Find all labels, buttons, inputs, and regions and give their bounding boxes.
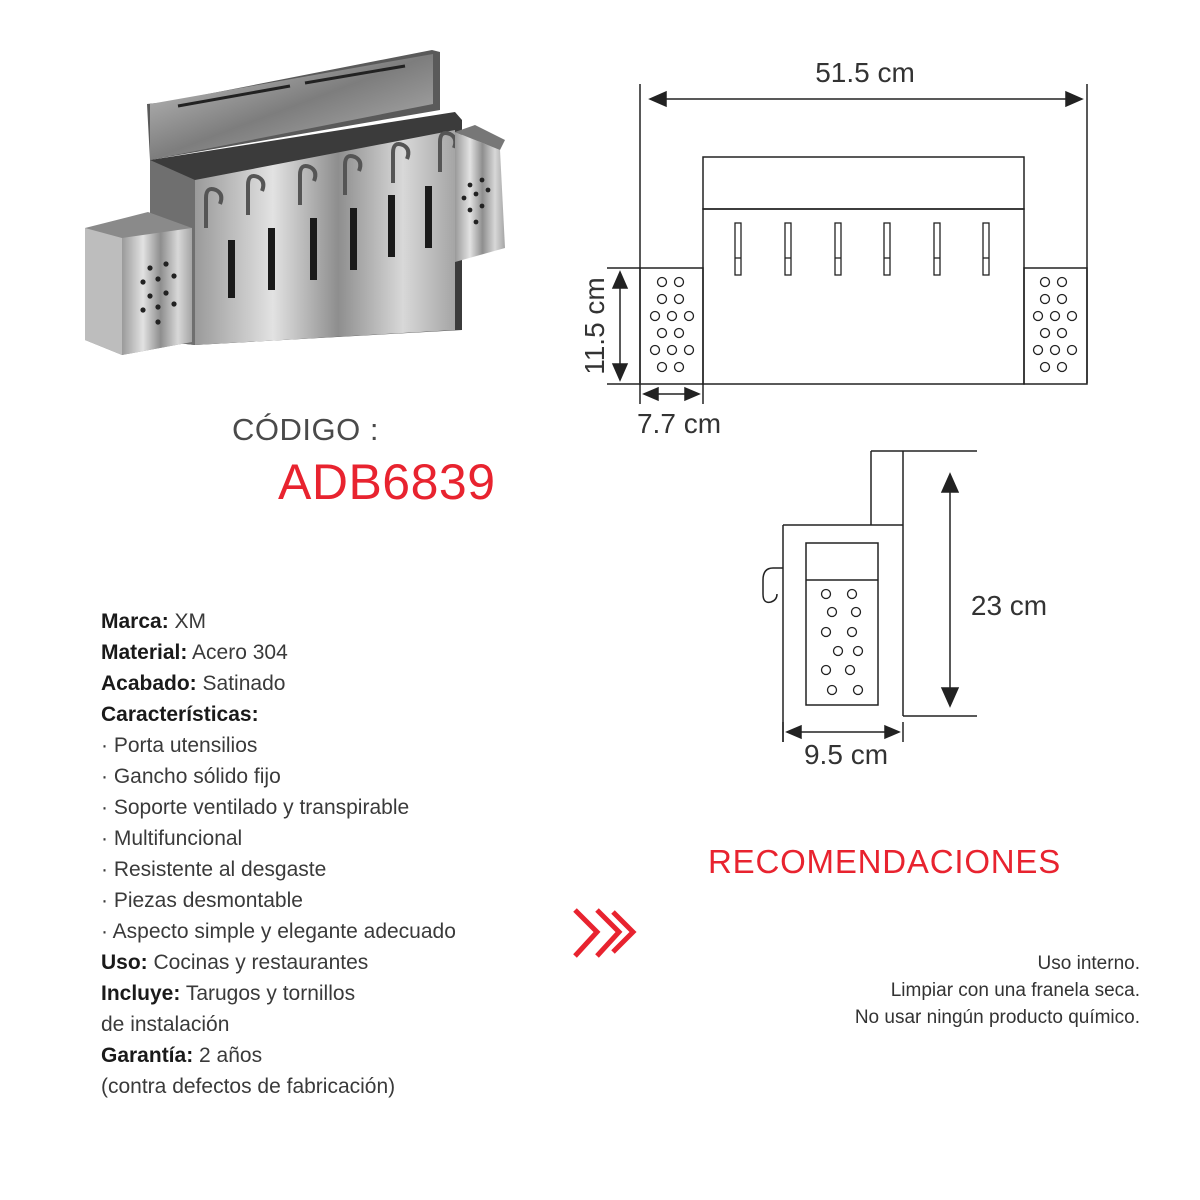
- spec-includes: [101, 978, 561, 1009]
- side-height-dimension-label: 11.5 cm: [579, 277, 610, 375]
- feature-item: · Porta utensilios: [101, 734, 258, 757]
- front-view-diagram: [607, 84, 1087, 404]
- feature-item: · Aspecto simple y elegante adecuado: [101, 920, 456, 943]
- recommendation-item: No usar ningún producto químico.: [854, 1007, 1140, 1028]
- spec-value: Tarugos y tornillos: [185, 982, 356, 1005]
- side-view-diagram: [763, 451, 977, 742]
- feature-item: · Gancho sólido fijo: [101, 765, 281, 788]
- total-height-dimension-label: 23 cm: [970, 590, 1048, 621]
- product-photo: [85, 50, 505, 355]
- recommendation-item: Uso interno.: [1037, 953, 1140, 974]
- spec-finish: [101, 668, 561, 699]
- recommendations-list: [640, 950, 1140, 1031]
- spec-warranty-note: (contra defectos de fabricación): [101, 1075, 396, 1098]
- feature-item: · Soporte ventilado y transpirable: [101, 796, 410, 819]
- side-depth-dimension-label: 7.7 cm: [636, 408, 722, 439]
- spec-value: 2 años: [199, 1044, 263, 1067]
- product-code: ADB6839: [278, 454, 496, 510]
- spec-value: Acero 304: [192, 641, 288, 664]
- spec-includes-continued: de instalación: [101, 1013, 230, 1036]
- width-dimension-label: 51.5 cm: [815, 57, 915, 88]
- spec-warranty: [101, 1040, 561, 1071]
- feature-item: · Resistente al desgaste: [101, 858, 327, 881]
- feature-item: · Multifuncional: [101, 827, 243, 850]
- spec-label: Material:: [101, 641, 188, 664]
- spec-features-label: [101, 699, 561, 730]
- spec-material: [101, 637, 561, 668]
- spec-label: Uso:: [101, 951, 148, 974]
- spec-label: Marca:: [101, 610, 169, 633]
- spec-label: Acabado:: [101, 672, 197, 695]
- spec-value: Cocinas y restaurantes: [153, 951, 369, 974]
- spec-value: Satinado: [202, 672, 286, 695]
- double-chevron-icon: [575, 910, 633, 956]
- specifications: [101, 606, 561, 1102]
- code-label: CÓDIGO :: [232, 412, 379, 447]
- recommendation-item: Limpiar con una franela seca.: [890, 980, 1140, 1001]
- feature-item: · Piezas desmontable: [101, 889, 303, 912]
- spec-value: XM: [174, 610, 207, 633]
- spec-label: Garantía:: [101, 1044, 194, 1067]
- spec-use: [101, 947, 561, 978]
- spec-label: Incluye:: [101, 982, 181, 1005]
- spec-brand: [101, 606, 561, 637]
- recommendations-title: RECOMENDACIONES: [708, 843, 1062, 880]
- depth-dimension-label: 9.5 cm: [803, 739, 889, 770]
- spec-label: Características:: [101, 703, 259, 726]
